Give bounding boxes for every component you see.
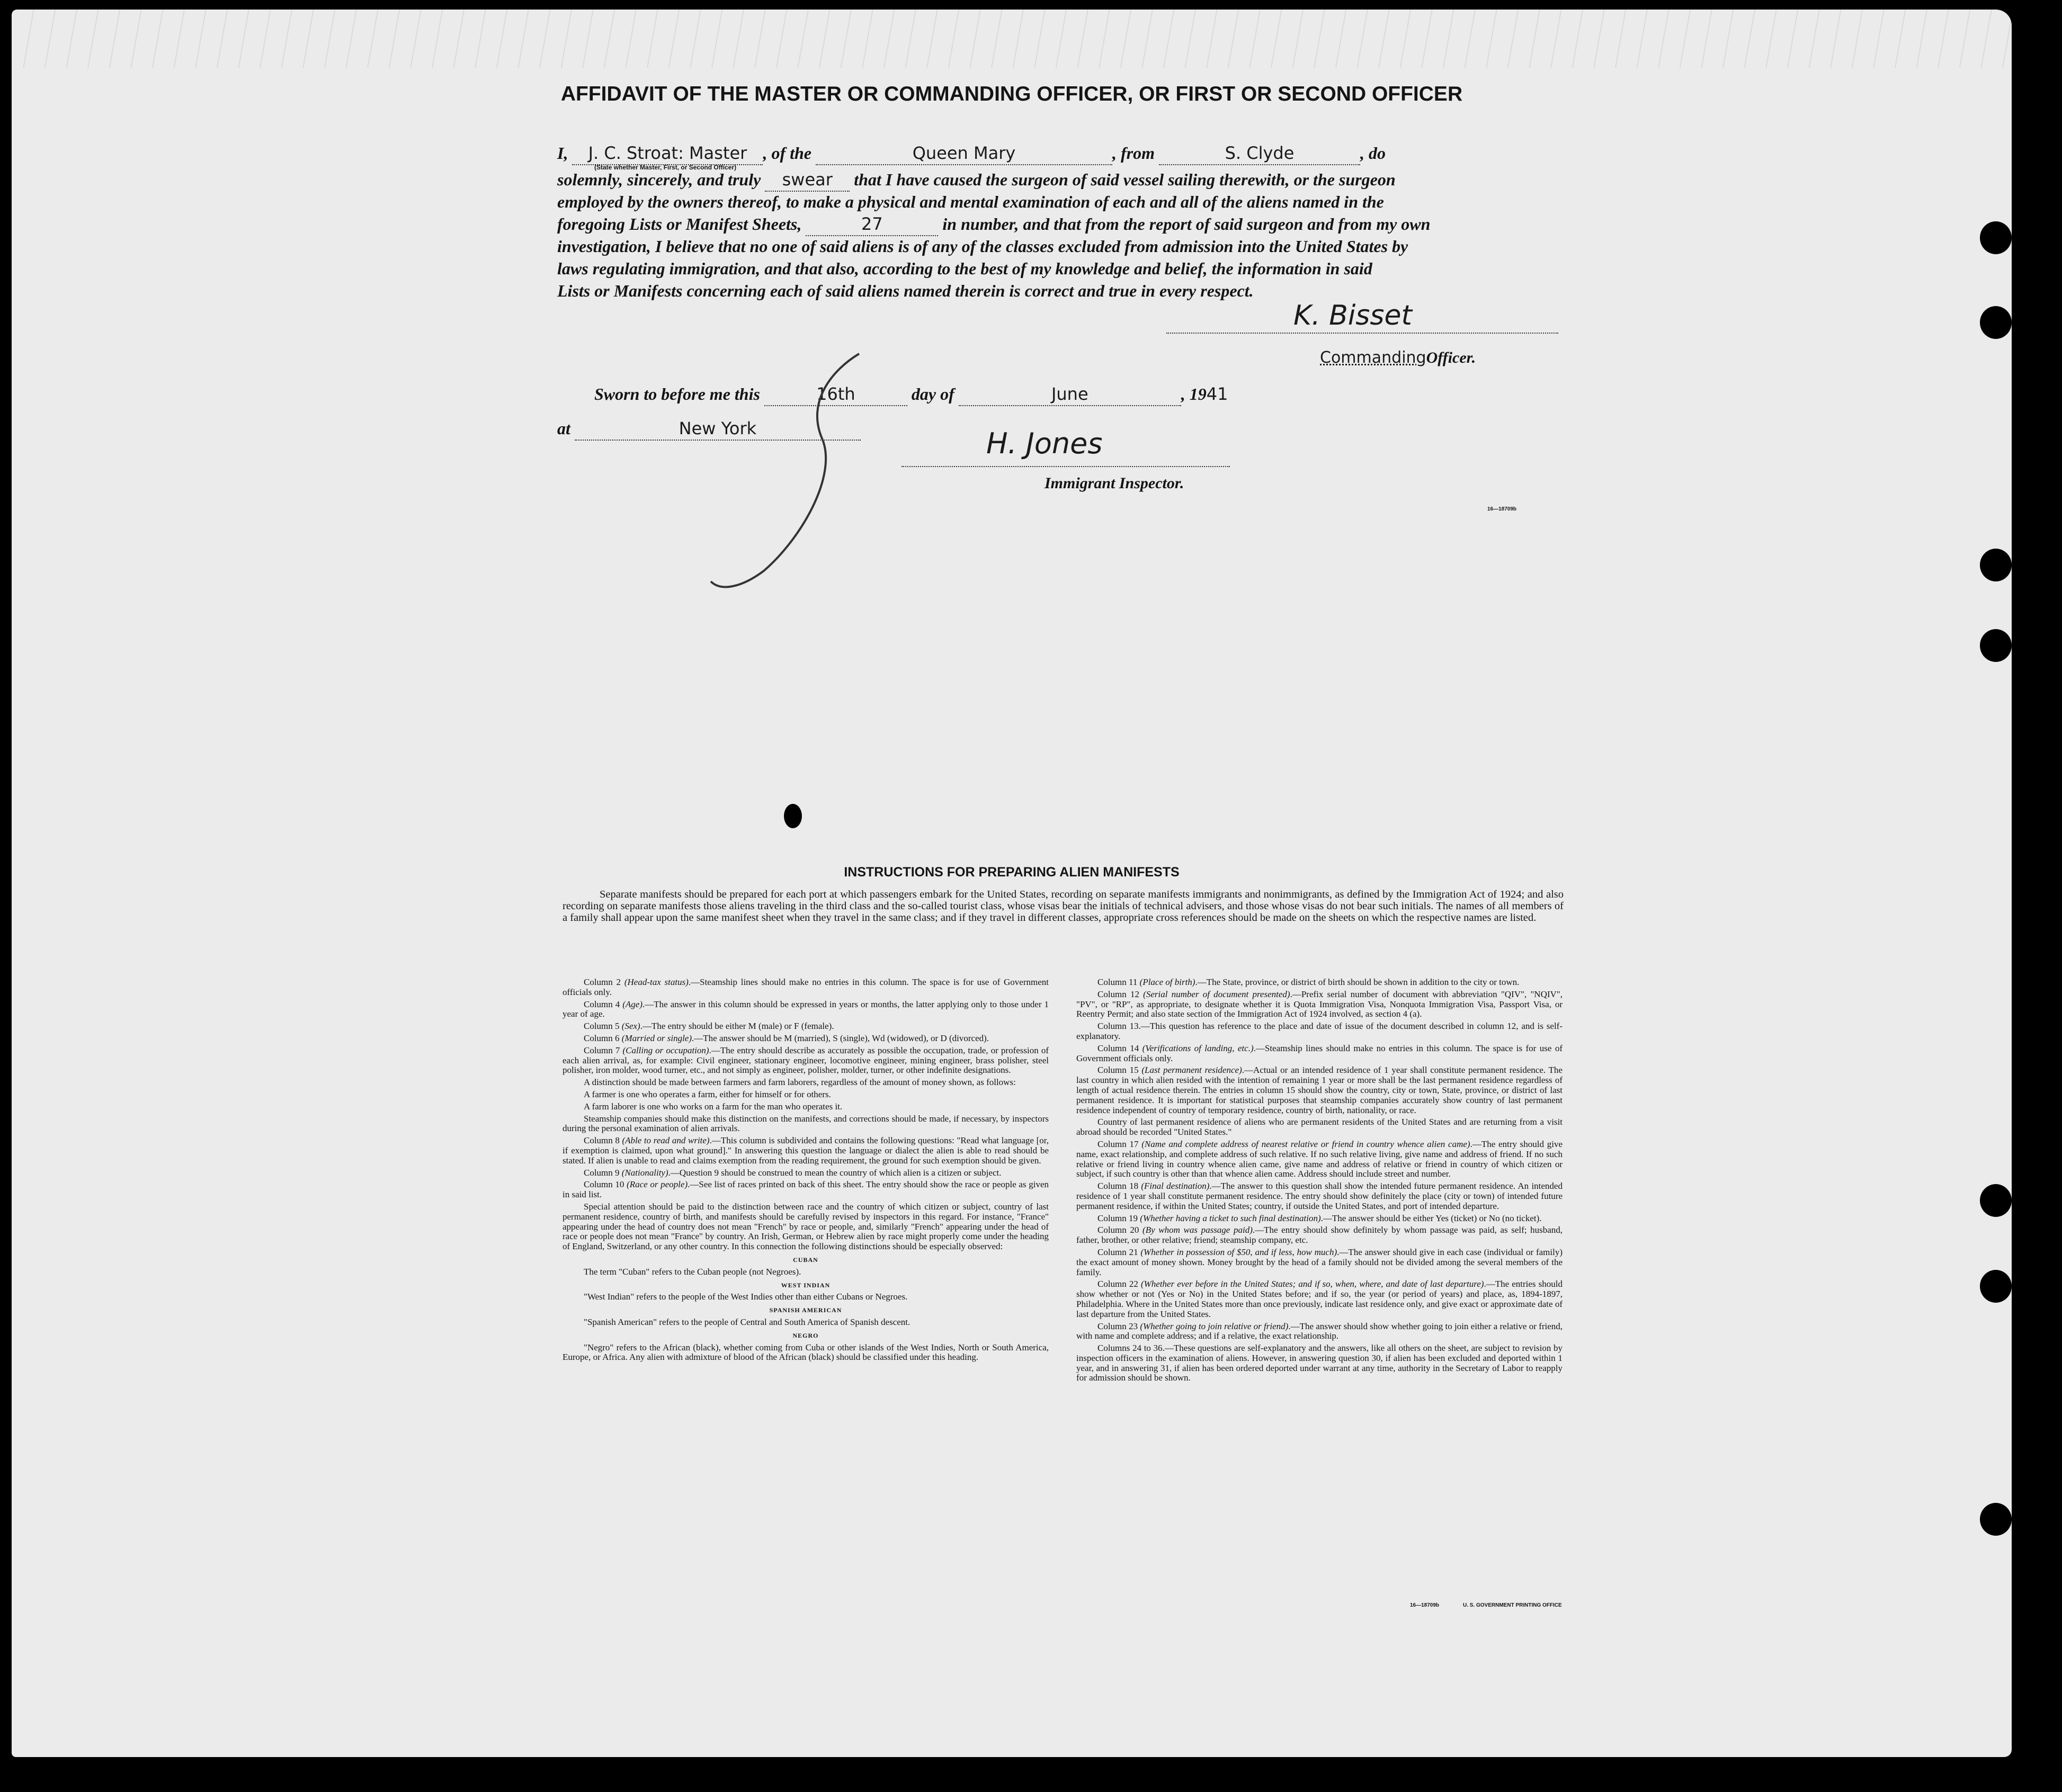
left-paragraph — [563, 1168, 1049, 1178]
right-paragraph — [1076, 1225, 1563, 1246]
punch-hole — [1980, 221, 2012, 254]
master-signature: K. Bisset — [1293, 300, 1412, 331]
column-text: .—Prefix serial number of document with abbreviation "QIV", "NQIV", "PV", or "RP", as appropriate, to designate whether it is Quota Immigration Visa, Nonquota Immigration Visa, Passport Visa, or Reentry Permit; and also state section of the Immigration Act of 1924 involved, as section 4 (a). — [1076, 989, 1563, 1019]
definition-paragraph — [563, 1267, 1049, 1277]
document-sheet — [12, 10, 2012, 1757]
affidavit-line-4: foregoing Lists or Manifest Sheets, 27 in number, and that from the report of said surgeon and from my own — [557, 213, 1564, 236]
column-title: (Race or people) — [627, 1179, 688, 1190]
affidavit-line-2: solemnly, sincerely, and truly swear that I have caused the surgeon of said vessel sailing therewith, or the surgeon — [557, 168, 1564, 192]
column-text: .—This question has reference to the place and date of issue of the document described in column 12, and is self-explanatory. — [1076, 1021, 1563, 1041]
column-text: "Spanish American" refers to the people of Central and South America of Spanish descent. — [584, 1316, 911, 1327]
punch-hole — [1980, 1503, 2012, 1536]
punch-hole — [1980, 306, 2012, 339]
column-text: The term "Cuban" refers to the Cuban people (not Negroes). — [584, 1266, 801, 1277]
column-text: .—The answer should give in each case (individual or family) the exact amount of money shown. Money brought by the head of a family should not be divided among the several members of the family. — [1076, 1247, 1563, 1277]
right-paragraph — [1076, 1214, 1563, 1224]
ink-blot — [784, 804, 802, 828]
inspector-signature-line — [901, 466, 1230, 467]
inspector-flourish — [700, 338, 891, 613]
punch-hole — [1980, 629, 2012, 662]
column-text: .—Actual or an intended residence of 1 year shall constitute permanent residence. The last country in which alien resided with the intention of remaining 1 year or more shall be the last permanent residence regardless of length of actual residence therein. The entries in column 15 should show the country, city or town, State, province, or district of last permanent residence. It is important for statistical purposes that steamship companies accurately show country of last permanent residence independent of country of temporary residence, country of birth, nationality, or race. — [1076, 1065, 1563, 1115]
left-paragraph — [563, 1090, 1049, 1100]
column-label: Column 23 — [1097, 1321, 1140, 1331]
column-title: (Age) — [622, 999, 643, 1009]
left-paragraph — [563, 1000, 1049, 1020]
vessel-name-field: Queen Mary — [816, 142, 1112, 165]
column-label: Column 6 — [584, 1033, 622, 1043]
definition-paragraph — [563, 1343, 1049, 1363]
officer-name-field: J. C. Stroat: Master — [572, 142, 763, 165]
left-paragraph — [563, 1046, 1049, 1076]
day-field: 16th — [764, 383, 907, 406]
affidavit-line-1: I, J. C. Stroat: Master , of the Queen Mary , from S. Clyde , do — [557, 142, 1564, 165]
column-text: "Negro" refers to the African (black), whether coming from Cuba or other islands of the West Indies, North or South America, Europe, or Africa. Any alien with admixture of blood of the African (black) should be classified under this heading. — [563, 1342, 1049, 1363]
sworn-place-line: at New York — [557, 417, 981, 441]
column-label: Column 7 — [584, 1045, 623, 1055]
left-paragraph — [563, 1034, 1049, 1044]
column-text: .—The answer should show whether going to join either a relative or friend, with name and complete address; and if a relative, the exact relationship. — [1076, 1321, 1563, 1341]
instructions-intro: Separate manifests should be prepared for each port at which passengers embark for the United States, recording on separate manifests immigrants and nonimmigrants, as defined by the Immigration Act of 1924; and also recording on separate manifests those aliens traveling in the third class and the so-called tourist class, whose visas bear the initials of technical advisers, and those whose visas do not bear such initials. The names of all members of a family shall appear upon the same manifest sheet when they travel in the same class; and if they travel in different classes, appropriate cross references should be made on the sheets on which the respective names are listed. — [563, 889, 1564, 924]
column-text: A farmer is one who operates a farm, either for himself or for others. — [584, 1089, 831, 1099]
column-text: .—The answer should be M (married), S (single), Wd (widowed), or D (divorced). — [692, 1033, 989, 1043]
column-text: .—The entry should be either M (male) or F (female). — [640, 1021, 834, 1032]
swear-field: swear — [765, 168, 850, 192]
left-paragraph — [563, 1022, 1049, 1032]
scan-top-edge — [12, 10, 2012, 68]
state-note: (State whether Master, First, or Second Officer) — [594, 164, 737, 171]
form-number: 16—18709b — [1487, 506, 1517, 512]
right-paragraph — [1076, 1140, 1563, 1179]
column-title: (Last permanent residence) — [1141, 1065, 1242, 1076]
column-label: Columns 24 to 36 — [1097, 1343, 1163, 1354]
instructions-left-column — [563, 978, 1049, 1365]
column-label: Column 17 — [1097, 1139, 1142, 1149]
column-label: Column 13 — [1097, 1021, 1139, 1032]
column-text: .—The entry should describe as accurately as possible the occupation, trade, or profession of each alien arrival, as, for example: Civil engineer, stationary engineer, locomotive engineer, mining engineer, brass polisher, steel polisher, iron molder, wood turner, etc., and not simply as engineer, polisher, molder, turner, or other indefinite designations. — [563, 1045, 1049, 1076]
column-text: "West Indian" refers to the people of the West Indies other than either Cubans or Negroes. — [584, 1292, 908, 1302]
column-text: .—The answer in this column should be expressed in years or months, the latter applying only to those under 1 year of age. — [563, 999, 1049, 1019]
left-paragraph — [563, 978, 1049, 998]
column-label: Column 12 — [1097, 989, 1144, 999]
column-title: (Married or single) — [621, 1033, 692, 1043]
column-label: Column 22 — [1097, 1279, 1141, 1289]
signature-line — [1166, 333, 1558, 334]
month-field: June — [959, 383, 1181, 406]
column-label: Column 21 — [1097, 1247, 1141, 1257]
right-paragraph — [1076, 1022, 1563, 1042]
column-text: Steamship companies should make this distinction on the manifests, and corrections should be made, if necessary, by inspectors during the personal examination of alien arrivals. — [563, 1113, 1049, 1134]
port-field: S. Clyde — [1159, 142, 1360, 165]
column-text: .—This column is subdivided and contains the following questions: "Read what language [or, if exemption is claimed, upon what ground]." In answering this question the language or dialect the alien is able to read should be stated. If alien is unable to read and claims exemption from the reading requirement, the ground for such exemption should be given. — [563, 1135, 1049, 1166]
sheets-count-field: 27 — [806, 213, 938, 236]
subheading: CUBAN — [793, 1256, 818, 1264]
right-paragraph — [1076, 1279, 1563, 1319]
inspector-signature: H. Jones — [986, 427, 1103, 460]
column-label: Column 10 — [584, 1179, 627, 1190]
subheading: WEST INDIAN — [781, 1281, 831, 1289]
affidavit-title: AFFIDAVIT OF THE MASTER OR COMMANDING OFFICER, OR FIRST OR SECOND OFFICER — [560, 83, 1463, 105]
column-label: Column 2 — [584, 977, 624, 987]
footer-printer: U. S. GOVERNMENT PRINTING OFFICE — [1463, 1602, 1562, 1608]
affidavit-line-7: Lists or Manifests concerning each of said aliens named therein is correct and true in every respect. — [557, 281, 1254, 300]
column-text: .—Steamship lines should make no entries in this column. The space is for use of Government officials only. — [563, 977, 1049, 997]
column-title: (Place of birth) — [1139, 977, 1195, 987]
left-paragraph — [563, 1078, 1049, 1088]
column-label: Column 15 — [1097, 1065, 1142, 1076]
left-paragraph — [563, 1202, 1049, 1252]
right-paragraph — [1076, 1343, 1563, 1383]
left-paragraph — [563, 1180, 1049, 1200]
left-paragraph — [563, 1136, 1049, 1166]
column-label: Column 9 — [584, 1167, 622, 1178]
right-paragraph — [1076, 978, 1563, 988]
column-text: Special attention should be paid to the distinction between race and the country of which citizen or subject, country of last permanent residence, country of birth, and manifests should be carefully revised by inspectors in this regard. For instance, "France" appearing under the head of country does not mean "French" by race or people, and, similarly "French" appearing under the head of race or people does not mean "France" by country. An Irish, German, or Hebrew alien by race might properly come under the heading of England, Switzerland, or any other country. In this connection the following distinctions should be especially observed: — [563, 1201, 1049, 1252]
left-paragraph — [563, 1102, 1049, 1112]
column-label: Column 4 — [584, 999, 623, 1009]
right-paragraph — [1076, 1181, 1563, 1211]
column-label: Column 18 — [1097, 1181, 1141, 1191]
flourish-stroke — [711, 354, 859, 587]
definition-paragraph — [563, 1318, 1049, 1328]
column-text: .—The entry should give name, exact relationship, and complete address of such relative. If no such relative living, give name and address of friend. If no such relative or friend living in country whence alien came, give name and address of relative or friend in country of which citizen or subject, if such country is other than that whence alien came. Address should include street and number. — [1076, 1139, 1563, 1179]
punch-hole — [1980, 1184, 2012, 1217]
left-paragraph — [563, 1114, 1049, 1134]
column-text: .—See list of races printed on back of this sheet. The entry should show the race or people as given in said list. — [563, 1179, 1049, 1200]
right-paragraph — [1076, 1065, 1563, 1115]
punch-hole — [1980, 1270, 2012, 1303]
column-label: Column 11 — [1097, 977, 1140, 987]
column-text: .—The State, province, or district of birth should be shown in addition to the city or town. — [1195, 977, 1520, 987]
right-paragraph — [1076, 1044, 1563, 1064]
column-title: (Verifications of landing, etc.) — [1142, 1043, 1254, 1053]
year-field: 41 — [1206, 384, 1228, 404]
column-title: (Name and complete address of nearest relative or friend in country whence alien came) — [1141, 1139, 1470, 1149]
column-text: .—Question 9 should be construed to mean the country of which alien is a citizen or subject. — [668, 1167, 1002, 1178]
column-title: (Final destination) — [1141, 1181, 1210, 1191]
column-title: (Calling or occupation) — [622, 1045, 709, 1055]
right-paragraph — [1076, 990, 1563, 1019]
place-field: New York — [575, 417, 861, 441]
column-text: A farm laborer is one who works on a farm for the man who operates it. — [584, 1101, 843, 1112]
column-text: .—The entry should show definitely by whom passage was paid, as self; husband, father, brother, or other relative; friend; steamship company, etc. — [1076, 1225, 1563, 1246]
column-title: (Whether going to join relative or friend) — [1140, 1321, 1289, 1331]
right-paragraph — [1076, 1117, 1563, 1137]
column-text: Country of last permanent residence of aliens who are permanent residents of the United States and are returning from a visit abroad should be recorded "United States." — [1076, 1117, 1563, 1137]
affidavit-line-3: employed by the owners thereof, to make a physical and mental examination of each and all of the aliens named in the — [557, 192, 1384, 211]
punch-hole — [1980, 549, 2012, 581]
column-text: .—The answer to this question shall show the intended future permanent residence. An intended residence of 1 year shall constitute permanent residence. The entry should show definitely the place (city or town) of intended future permanent residence, if within the United States; country, if outside the United States, and port of intended departure. — [1076, 1181, 1563, 1211]
column-text: .—The entries should show whether or not (Yes or No) in the United States before; and if so, the year (or period of years) and place, as, 1894-1897, Philadelphia. Where in the United States more than once previously, indicate last residence only, and give exact or approximate date of last departure from the United States. — [1076, 1279, 1563, 1319]
column-text: .—These questions are self-explanatory and the answers, like all others on the sheet, are subject to revision by inspection officers in the examination of aliens. However, in answering question 30, if alien has been excluded and deported within 1 year, and in answering 31, if alien has been ordered deported under warrant at any time, authority in the Secretary of Labor to reapply for admission should be shown. — [1076, 1343, 1563, 1383]
column-text: .—The answer should be either Yes (ticket) or No (no ticket). — [1320, 1213, 1542, 1223]
column-title: (Sex) — [621, 1021, 640, 1032]
column-title: (Nationality) — [621, 1167, 668, 1178]
inspector-label: Immigrant Inspector. — [1045, 474, 1184, 492]
column-label: Column 20 — [1097, 1225, 1143, 1235]
affidavit-line-5: investigation, I believe that no one of said aliens is of any of the classes excluded from admission into the United States by — [557, 237, 1408, 256]
column-title: (Able to read and write) — [622, 1135, 710, 1146]
column-label: Column 14 — [1097, 1043, 1142, 1053]
column-title: (Serial number of document presented) — [1143, 989, 1290, 999]
sworn-line: Sworn to before me this 16th day of June , 1941 — [594, 383, 1389, 406]
column-text: .—Steamship lines should make no entries in this column. The space is for use of Government officials only. — [1076, 1043, 1563, 1063]
column-title: (By whom was passage paid) — [1142, 1225, 1253, 1235]
right-paragraph — [1076, 1248, 1563, 1277]
column-title: (Whether in possession of $50, and if less, how much) — [1140, 1247, 1337, 1257]
definition-paragraph — [563, 1292, 1049, 1302]
column-label: Column 8 — [584, 1135, 622, 1146]
column-title: (Whether having a ticket to such final destination) — [1140, 1213, 1321, 1223]
officer-title: CommandingOfficer. — [1320, 348, 1476, 367]
instructions-right-column — [1076, 978, 1563, 1385]
column-text: A distinction should be made between farmers and farm laborers, regardless of the amount of money shown, as follows: — [584, 1077, 1016, 1088]
column-label: Column 19 — [1097, 1213, 1140, 1223]
column-title: (Head-tax status) — [624, 977, 689, 987]
column-label: Column 5 — [584, 1021, 622, 1032]
column-title: (Whether ever before in the United States; and if so, when, where, and date of last departure) — [1140, 1279, 1484, 1289]
affidavit-line-6: laws regulating immigration, and that also, according to the best of my knowledge and belief, the information in said — [557, 259, 1372, 278]
subheading: SPANISH AMERICAN — [769, 1306, 842, 1314]
subheading: NEGRO — [792, 1331, 819, 1339]
right-paragraph — [1076, 1322, 1563, 1342]
footer-form-number: 16—18709b — [1410, 1602, 1440, 1608]
instructions-heading: INSTRUCTIONS FOR PREPARING ALIEN MANIFESTS — [844, 865, 1180, 880]
